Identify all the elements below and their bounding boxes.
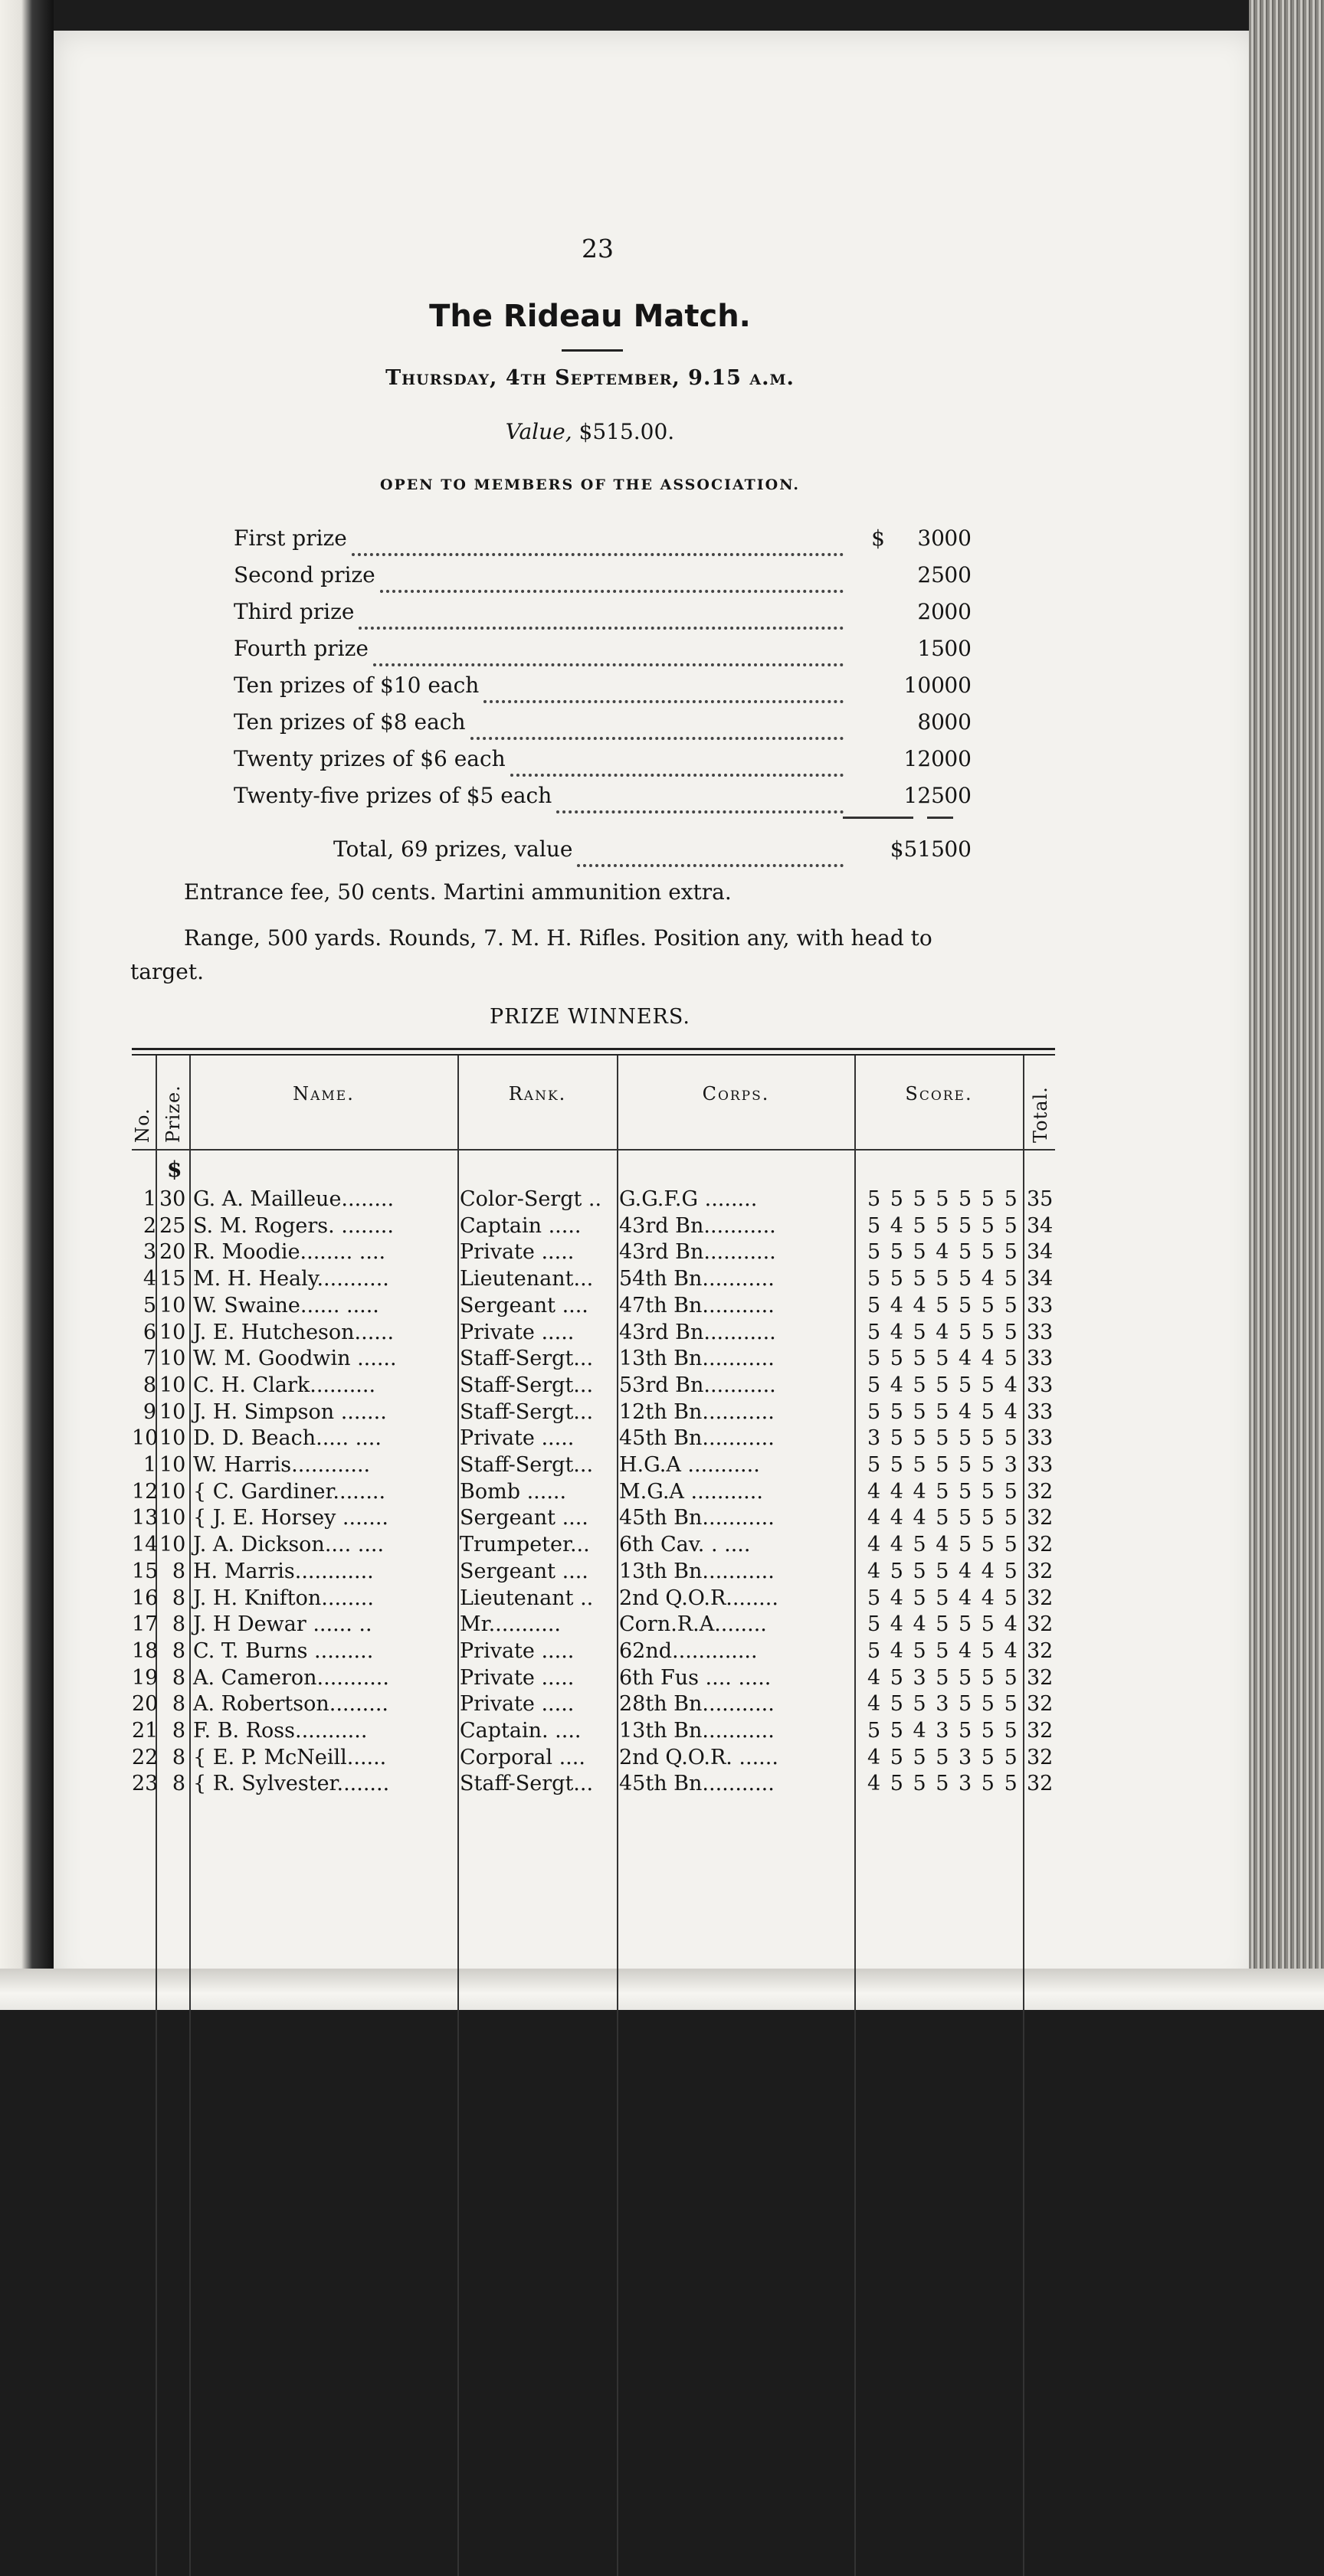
row-prize: 8 [172,1692,185,1717]
row-corps: 28th Bn........... [619,1692,775,1717]
row-corps: 13th Bn........... [619,1347,775,1371]
row-number: 3 [143,1240,156,1265]
dot-leader [470,709,844,740]
table-row [132,1533,1059,1560]
row-rank: Mr........... [460,1612,561,1637]
row-name: C. H. Clark.......... [193,1373,376,1397]
row-total: 33 [1027,1426,1054,1451]
row-total: 33 [1027,1320,1054,1344]
row-name: J. E. Hutcheson...... [193,1320,395,1344]
row-corps: Corn.R.A........ [619,1612,767,1637]
row-rank: Staff-Sergt... [460,1373,594,1397]
row-name: H. Marris............ [193,1559,374,1583]
row-score: 5 5 5 5 5 5 5 [867,1187,1019,1211]
row-number: 15 [132,1559,159,1583]
total-label: Total, 69 prizes, value [333,836,573,862]
prize-row [234,709,972,743]
row-number: 7 [143,1347,156,1371]
row-prize: 8 [172,1559,185,1583]
row-total: 32 [1027,1692,1054,1717]
row-name: W. M. Goodwin ...... [193,1347,397,1371]
row-name: J. H Dewar ...... .. [193,1612,372,1637]
row-number: 21 [132,1719,159,1743]
row-rank: Private ..... [460,1426,575,1451]
row-rank: Private ..... [460,1665,575,1690]
row-score: 4 4 4 5 5 5 5 [867,1506,1019,1530]
row-number: 13 [132,1506,159,1530]
match-date: Thursday, 4th September, 9.15 a.m. [385,366,795,390]
row-prize: 8 [172,1638,185,1663]
table-row [132,1294,1059,1321]
row-name: C. T. Burns ......... [193,1638,374,1663]
row-total: 34 [1027,1240,1054,1265]
row-score: 4 4 5 4 5 5 5 [867,1533,1019,1557]
row-score: 5 5 5 5 5 5 3 [867,1453,1019,1477]
row-score: 4 4 4 5 5 5 5 [867,1479,1019,1504]
dot-leader [359,599,844,630]
row-score: 5 4 5 5 5 5 5 [867,1213,1019,1238]
row-name: M. H. Healy........... [193,1267,389,1291]
row-name: { E. P. McNeill...... [193,1745,387,1769]
row-total: 32 [1027,1479,1054,1504]
row-score: 5 4 5 4 5 5 5 [867,1320,1019,1344]
row-rank: Private ..... [460,1320,575,1344]
row-prize: 10 [159,1479,186,1504]
row-score: 5 5 5 5 4 5 4 [867,1399,1019,1424]
row-score: 5 4 4 5 5 5 4 [867,1612,1019,1637]
table-header-rule [132,1149,1055,1151]
row-total: 33 [1027,1347,1054,1371]
row-corps: G.G.F.G ........ [619,1187,758,1211]
row-number: 18 [132,1638,159,1663]
row-number: 2 [143,1213,156,1238]
row-score: 5 5 5 4 5 5 5 [867,1240,1019,1265]
table-row [132,1347,1059,1373]
prize-amount: 120 [903,746,945,771]
row-total: 32 [1027,1665,1054,1690]
dot-leader [380,562,844,593]
prize-cents: 00 [944,562,972,588]
prize-cents: 00 [944,673,972,698]
row-corps: 12th Bn........... [619,1399,775,1424]
row-total: 34 [1027,1213,1054,1238]
prize-row [234,599,972,633]
total-amount: $515 [890,836,945,862]
row-number: 10 [132,1426,159,1451]
row-rank: Sergeant .... [460,1506,588,1530]
row-score: 5 5 5 5 5 4 5 [867,1267,1019,1291]
row-score: 4 5 5 5 3 5 5 [867,1772,1019,1796]
page-number: 23 [582,234,614,263]
row-prize: 10 [159,1506,186,1530]
row-corps: 2nd Q.O.R........ [619,1586,778,1610]
row-prize: 8 [172,1665,185,1690]
row-total: 32 [1027,1533,1054,1557]
prize-cents: 00 [944,783,972,808]
row-total: 32 [1027,1638,1054,1663]
prize-label: Twenty prizes of $6 each [234,746,506,771]
prize-label: Twenty-five prizes of $5 each [234,783,552,808]
prize-currency-mark: $ [167,1157,182,1182]
sum-rule-cents [927,817,953,819]
prize-label: Ten prizes of $8 each [234,709,466,735]
range-line-continued: target. [130,959,204,984]
header-corps: Corps. [702,1083,770,1105]
row-score: 5 4 4 5 5 5 5 [867,1293,1019,1317]
prize-amount: 15 [917,636,945,661]
row-corps: M.G.A ........... [619,1479,763,1504]
row-number: 4 [143,1267,156,1291]
row-name: W. Harris............ [193,1453,371,1477]
row-total: 33 [1027,1293,1054,1317]
row-prize: 25 [159,1213,186,1238]
row-rank: Lieutenant .. [460,1586,594,1610]
total-cents: 00 [944,836,972,862]
header-total: Total. [1030,1086,1051,1143]
prize-amount: 20 [917,599,945,624]
row-name: J. H. Knifton........ [193,1586,374,1610]
row-total: 32 [1027,1772,1054,1796]
row-corps: 54th Bn........... [619,1267,775,1291]
table-row [132,1267,1059,1294]
row-corps: 53rd Bn........... [619,1373,776,1397]
row-name: A. Robertson......... [193,1692,389,1717]
prize-cents: 00 [944,525,972,551]
value-amount: $515.00. [578,419,675,444]
table-rule-top [132,1048,1055,1050]
row-rank: Private ..... [460,1692,575,1717]
row-prize: 8 [172,1772,185,1796]
table-row [132,1666,1059,1693]
row-corps: 43rd Bn........... [619,1213,776,1238]
row-rank: Staff-Sergt... [460,1347,594,1371]
prize-row [234,746,972,780]
table-row [132,1400,1059,1427]
prize-label: Ten prizes of $10 each [234,673,480,698]
prize-label: Fourth prize [234,636,369,661]
dot-leader [510,746,844,777]
table-row [132,1772,1059,1799]
table-row [132,1480,1059,1507]
prize-row [234,562,972,596]
row-rank: Sergeant .... [460,1293,588,1317]
row-number: 14 [132,1533,159,1557]
row-rank: Trumpeter... [460,1533,590,1557]
page-title: The Rideau Match. [429,299,751,334]
prize-row [234,525,972,559]
dot-leader [373,636,844,666]
row-score: 4 5 3 5 5 5 5 [867,1665,1019,1690]
row-corps: 43rd Bn........... [619,1240,776,1265]
row-prize: 20 [159,1240,186,1265]
row-number: 5 [143,1293,156,1317]
row-score: 5 5 5 5 4 4 5 [867,1347,1019,1371]
row-rank: Color-Sergt .. [460,1187,602,1211]
row-prize: 10 [159,1399,186,1424]
row-corps: 45th Bn........... [619,1772,775,1796]
row-rank: Lieutenant... [460,1267,594,1291]
entrance-fee: Entrance fee, 50 cents. Martini ammunition extra. [184,879,732,905]
page-edges [1249,0,1324,2010]
row-rank: Staff-Sergt... [460,1453,594,1477]
row-number: 17 [132,1612,159,1637]
row-number: 1 [143,1187,156,1211]
prize-label: First prize [234,525,347,551]
prize-cents: 00 [944,636,972,661]
book-gutter [0,0,54,2010]
row-prize: 15 [159,1267,186,1291]
match-value [291,419,889,444]
row-number: 23 [132,1772,159,1796]
total-row [234,836,972,870]
row-corps: 13th Bn........... [619,1559,775,1583]
row-prize: 8 [172,1612,185,1637]
row-number: 20 [132,1692,159,1717]
row-total: 33 [1027,1453,1054,1477]
row-prize: 8 [172,1719,185,1743]
sum-rule [843,817,913,819]
table-row [132,1639,1059,1666]
row-prize: 10 [159,1453,186,1477]
row-corps: 2nd Q.O.R. ...... [619,1745,778,1769]
dot-leader [483,673,844,703]
winners-heading: PRIZE WINNERS. [489,1005,691,1029]
row-rank: Sergeant .... [460,1559,588,1583]
prize-label: Second prize [234,562,375,588]
row-rank: Private ..... [460,1638,575,1663]
row-number: 16 [132,1586,159,1610]
dot-leader [556,783,844,813]
table-rule-top-inner [132,1054,1055,1056]
row-prize: 30 [159,1187,186,1211]
prize-amount: 100 [903,673,945,698]
row-score: 5 4 5 5 5 5 4 [867,1373,1019,1397]
row-total: 32 [1027,1506,1054,1530]
row-number: 9 [143,1399,156,1424]
row-prize: 8 [172,1745,185,1769]
row-number: 19 [132,1665,159,1690]
prize-currency: $ [871,525,885,551]
row-total: 32 [1027,1612,1054,1637]
table-row [132,1506,1059,1533]
dot-leader [352,525,844,556]
prize-amount: 125 [903,783,945,808]
row-name: D. D. Beach..... .... [193,1426,382,1451]
row-number: 12 [132,1479,159,1504]
row-score: 3 5 5 5 5 5 5 [867,1426,1019,1451]
table-row [132,1692,1059,1719]
row-rank: Bomb ...... [460,1479,567,1504]
table-row [132,1321,1059,1347]
row-prize: 10 [159,1320,186,1344]
row-rank: Captain. .... [460,1719,582,1743]
row-total: 32 [1027,1719,1054,1743]
row-corps: 45th Bn........... [619,1426,775,1451]
row-number: 8 [143,1373,156,1397]
prize-cents: 00 [944,709,972,735]
row-name: W. Swaine...... ..... [193,1293,379,1317]
row-corps: 6th Fus .... ..... [619,1665,772,1690]
row-total: 34 [1027,1267,1054,1291]
row-number: 1 [143,1453,156,1477]
table-row [132,1187,1059,1214]
row-corps: 45th Bn........... [619,1506,775,1530]
row-rank: Staff-Sergt... [460,1772,594,1796]
row-score: 5 5 4 3 5 5 5 [867,1719,1019,1743]
table-row [132,1453,1059,1480]
header-name: Name. [293,1083,355,1105]
row-name: J. H. Simpson ....... [193,1399,387,1424]
row-score: 4 5 5 3 5 5 5 [867,1692,1019,1717]
row-name: { J. E. Horsey ....... [193,1506,388,1530]
row-score: 4 5 5 5 3 5 5 [867,1745,1019,1769]
row-number: 6 [143,1320,156,1344]
row-corps: 6th Cav. . .... [619,1533,751,1557]
row-total: 32 [1027,1586,1054,1610]
prize-row [234,636,972,669]
value-label: Value, [505,419,572,444]
title-rule [562,349,623,352]
range-line: Range, 500 yards. Rounds, 7. M. H. Rifles. Position any, with head to [184,925,932,951]
row-corps: 62nd............. [619,1638,758,1663]
dot-leader [577,836,844,867]
row-prize: 10 [159,1373,186,1397]
row-score: 4 5 5 5 4 4 5 [867,1559,1019,1583]
prize-amount: 30 [917,525,945,551]
row-corps: 43rd Bn........... [619,1320,776,1344]
table-row [132,1373,1059,1400]
row-corps: 13th Bn........... [619,1719,775,1743]
table-row [132,1560,1059,1586]
row-prize: 10 [159,1426,186,1451]
row-prize: 10 [159,1347,186,1371]
row-name: A. Cameron........... [193,1665,389,1690]
row-rank: Staff-Sergt... [460,1399,594,1424]
prize-row [234,783,972,817]
row-name: { R. Sylvester........ [193,1772,390,1796]
prize-cents: 00 [944,746,972,771]
header-prize: Prize. [162,1085,184,1143]
row-total: 33 [1027,1399,1054,1424]
prize-amount: 80 [917,709,945,735]
row-rank: Captain ..... [460,1213,582,1238]
prize-label: Third prize [234,599,355,624]
table-row [132,1426,1059,1453]
header-score: Score. [905,1083,973,1105]
row-score: 5 4 5 5 4 5 4 [867,1638,1019,1663]
row-prize: 10 [159,1293,186,1317]
table-row [132,1214,1059,1241]
table-row [132,1612,1059,1639]
header-no: No. [132,1108,153,1143]
row-name: G. A. Mailleue........ [193,1187,395,1211]
row-prize: 10 [159,1533,186,1557]
row-score: 5 4 5 5 4 4 5 [867,1586,1019,1610]
row-total: 32 [1027,1745,1054,1769]
row-name: S. M. Rogers. ........ [193,1213,394,1238]
header-rank: Rank. [508,1083,567,1105]
table-row [132,1746,1059,1772]
row-name: R. Moodie........ .... [193,1240,386,1265]
row-rank: Private ..... [460,1240,575,1265]
row-number: 22 [132,1745,159,1769]
row-corps: 47th Bn........... [619,1293,775,1317]
table-row [132,1719,1059,1746]
table-row [132,1586,1059,1613]
eligibility-note: OPEN TO MEMBERS OF THE ASSOCIATION. [379,476,801,493]
row-name: { C. Gardiner........ [193,1479,386,1504]
row-total: 33 [1027,1373,1054,1397]
row-rank: Corporal .... [460,1745,585,1769]
row-total: 32 [1027,1559,1054,1583]
row-total: 35 [1027,1187,1054,1211]
row-name: F. B. Ross........... [193,1719,368,1743]
prize-amount: 25 [917,562,945,588]
row-prize: 8 [172,1586,185,1610]
row-corps: H.G.A ........... [619,1453,760,1477]
row-name: J. A. Dickson.... .... [193,1533,385,1557]
prize-row [234,673,972,706]
table-row [132,1240,1059,1267]
bottom-margin [0,1969,1324,2010]
prize-cents: 00 [944,599,972,624]
